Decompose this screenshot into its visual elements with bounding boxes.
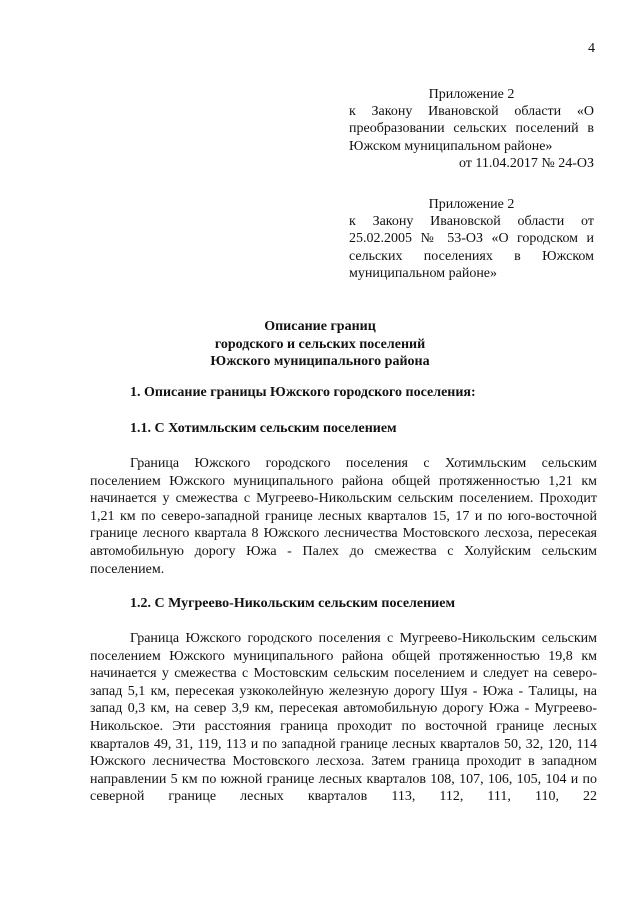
document-title <box>0 318 640 371</box>
section-heading: 1. Описание границы Южского городского поселения: <box>130 385 476 400</box>
appendix-heading: Приложение 2 <box>428 197 515 212</box>
title-line: городского и сельских поселений <box>214 336 426 352</box>
title-line: Южского муниципального района <box>210 354 430 369</box>
subsection-heading-khotimlskoe: 1.1. С Хотимльским сельским поселением <box>130 421 397 436</box>
subsection-heading-mugreevo-nikolskoe: 1.2. С Мугреево-Никольским сельским поселением <box>130 596 455 611</box>
page-number: 4 <box>588 41 595 56</box>
appendix-heading: Приложение 2 <box>428 87 515 102</box>
appendix-reference-text: к Закону Ивановской области «О преобразовании сельских поселений в Южском муниципальном районе» <box>349 104 594 154</box>
title-line: Описание границ <box>264 319 376 334</box>
boundary-description-paragraph: Граница Южского городского поселения с Хотимльским сельским поселением Южского муниципального района общей протяженностью 1,21 км начинается у смежества с Мугреево-Никольским сельским поселением. Проходит 1,21 км по северо-западной границе лесных кварталов 15, 17 и по юго-восточной границе лесного квартала 8 Южского лесничества Мостовского лесхоза, пересекая автомобильную дорогу Южа - Палех до смежества с Холуйским сельским поселением. <box>90 456 597 577</box>
appendix-date: от 11.04.2017 № 24-ОЗ <box>458 155 594 171</box>
appendix-note-amending-law <box>349 86 594 172</box>
appendix-note-original-law <box>349 196 594 282</box>
appendix-reference-text: к Закону Ивановской области от 25.02.2005 № 53-ОЗ «О городском и сельских поселениях в Южском муниципальном районе» <box>349 214 594 281</box>
boundary-description-paragraph: Граница Южского городского поселения с Мугреево-Никольским сельским поселением Южского муниципального района общей протяженностью 19,8 км начинается у смежества с Мостовским сельским поселением и следует на северо-запад 5,1 км, пересекая узкоколейную железную дорогу Шуя - Южа - Талицы, на запад 0,3 км, на север 3,9 км, пересекая автомобильную дорогу Южа - Мугреево-Никольское. Эти расстояния граница проходит по восточной границе лесных кварталов 49, 31, 119, 113 и по западной границе лесных кварталов 50, 32, 120, 114 Южского лесничества Мостовского лесхоза. Затем граница проходит в западном направлении 5 км по южной границе лесных кварталов 108, 107, 106, 105, 104 и по северной границе лесных кварталов 113, 112, 111, 110, 22 <box>90 631 597 805</box>
